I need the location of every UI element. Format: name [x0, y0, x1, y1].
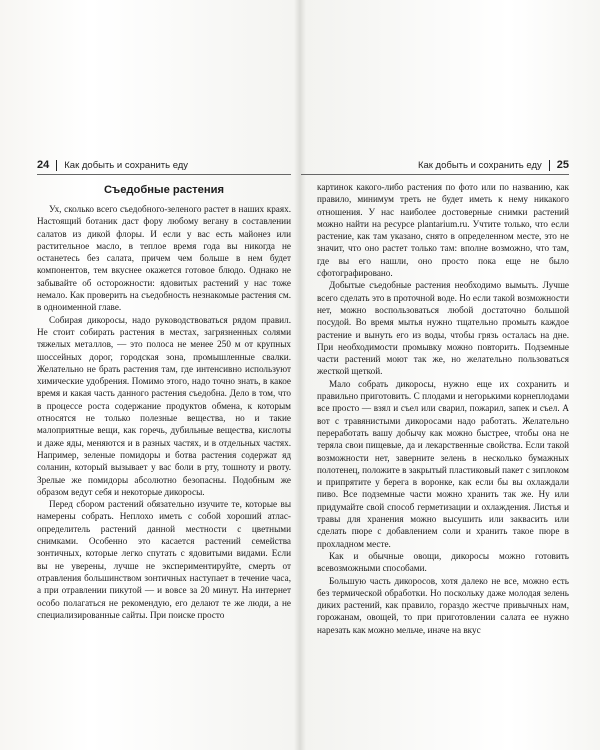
paragraph: Большую часть дикоросов, хотя далеко не все, можно есть без термической обработки. Но поскольку даже молодая зелень диких растений, как правило, гораздо жестче привычных нам, горожанам, овощей, то при приготовлении салата ее нужно нарезать как можно мельче, иначе на вкус [317, 575, 569, 635]
right-page-body [317, 181, 569, 636]
left-running-head: Как добыть и сохранить еду [64, 159, 189, 171]
section-heading: Съедобные растения [103, 184, 225, 196]
paragraph: Ух, сколько всего съедобного-зеленого растет в наших краях. Настоящий ботаник даст фору любому вегану в составлении салатов из дикой флоры. И если у вас есть майонез или растительное масло, в теплое время года вы никогда не останетесь без салата, причем чем больше в нем будет компонентов, тем вкуснее окажется готовое блюдо. Однако не забывайте об осторожности: ядовитых растений у нас тоже немало. Как проверить на съедобность незнакомые растения см. в одноименной главе. [37, 204, 291, 313]
left-page-body [37, 183, 291, 621]
header-rule [37, 174, 291, 175]
right-page-number: 25 [556, 159, 569, 171]
header-rule [301, 174, 569, 175]
right-page [301, 0, 600, 750]
right-running-head: Как добыть и сохранить еду [417, 159, 542, 171]
paragraph: Перед сбором растений обязательно изучите те, которые вы намерены собрать. Неплохо иметь с собой хороший атлас-определитель растений данной местности с цветными снимками. Особенно это касается растений семейства зонтичных, которые легко спутать с ядовитыми видами. Если вы не уверены, лучше не экспериментируйте, смерть от отравления большинством зонтичных наступает в течение часа, а при отравлении пикутой — и вовсе за 20 минут. На интернет особо полагаться не рекомендую, его делают те же люди, а не специализированные сайты. При поиске просто [37, 499, 291, 620]
left-page-number: 24 [37, 159, 50, 171]
left-page [0, 0, 299, 750]
paragraph: Добытые съедобные растения необходимо вымыть. Лучше всего сделать это в проточной воде. Но если такой возможности нет, можно воспользоваться любой достаточно большой посудой. Во время мытья нужно тщательно промыть каждое растение и вынуть его из воды, чтобы грязь осталась на дне. При необходимости промывку можно повторить. Подземные части растений моют так же, но желательно пользоваться жесткой щеткой. [317, 280, 569, 377]
paragraph: Как и обычные овощи, дикоросы можно готовить всевозможными способами. [317, 550, 569, 574]
paragraph: картинок какого-либо растения по фото или по названию, как правило, минимум треть не будет иметь к нему никакого отношения. У нас наиболее достоверные снимки растений можно найти на ресурсе plantarium.ru. Учтите только, что если растение, как там указано, снято в определенном месте, это не значит, что оно растет только там: вполне возможно, что там, где вы его нашли, оно просто пока еще не было сфотографировано. [317, 182, 569, 279]
header-separator [56, 160, 57, 171]
right-page-header [301, 157, 569, 173]
paragraph: Мало собрать дикоросы, нужно еще их сохранить и правильно приготовить. С плодами и негорькими корнеплодами все просто — взял и съел или сварил, пожарил, запек и съел. А вот с травянистыми дикоросами надо работать. Желательно переработать вашу добычу как можно быстрее, чтобы она не теряла свои пищевые, да и лекарственные свойства. Если такой возможности нет, заверните зелень в несколько бумажных полотенец, положите в закрытый пластиковый пакет с зиплоком и припрятите у берега в воронке, как если бы вы охлаждали пиво. Все подземные части можно хранить так же. Ну или придумайте свой способ герметизации и охлаждения. Листья и травы для хранения можно высушить или заквасить или сделать пюре с добавлением соли и хранить такое пюре в прохладном месте. [317, 378, 569, 549]
header-separator [549, 160, 550, 171]
left-page-header [37, 157, 291, 173]
paragraph: Собирая дикоросы, надо руководствоваться рядом правил. Не стоит собирать растения в местах, загрязненных солями тяжелых металлов, — это полоса не менее 250 м от крупных шоссейных дорог, городская зона, промышленные свалки. Желательно не брать растения там, где интенсивно используют химические удобрения. Помимо этого, надо точно знать, в какое время и какая часть данного растения съедобна. Дело в том, что в процессе роста содержание продуктов обмена, к которым относятся не только полезные вещества, но и такие малоприятные вещи, как горечь, дубильные вещества, кислоты и даже яды, меняются и в разных частях, и в отдельных частях. Например, зеленые помидоры и ботва растения содержат яд соланин, который вызывает у вас боли в рту, тошноту и рвоту. Зрелые же помидоры абсолютно безопасны. Подобным же образом ведут себя и некоторые дикоросы. [37, 314, 291, 497]
